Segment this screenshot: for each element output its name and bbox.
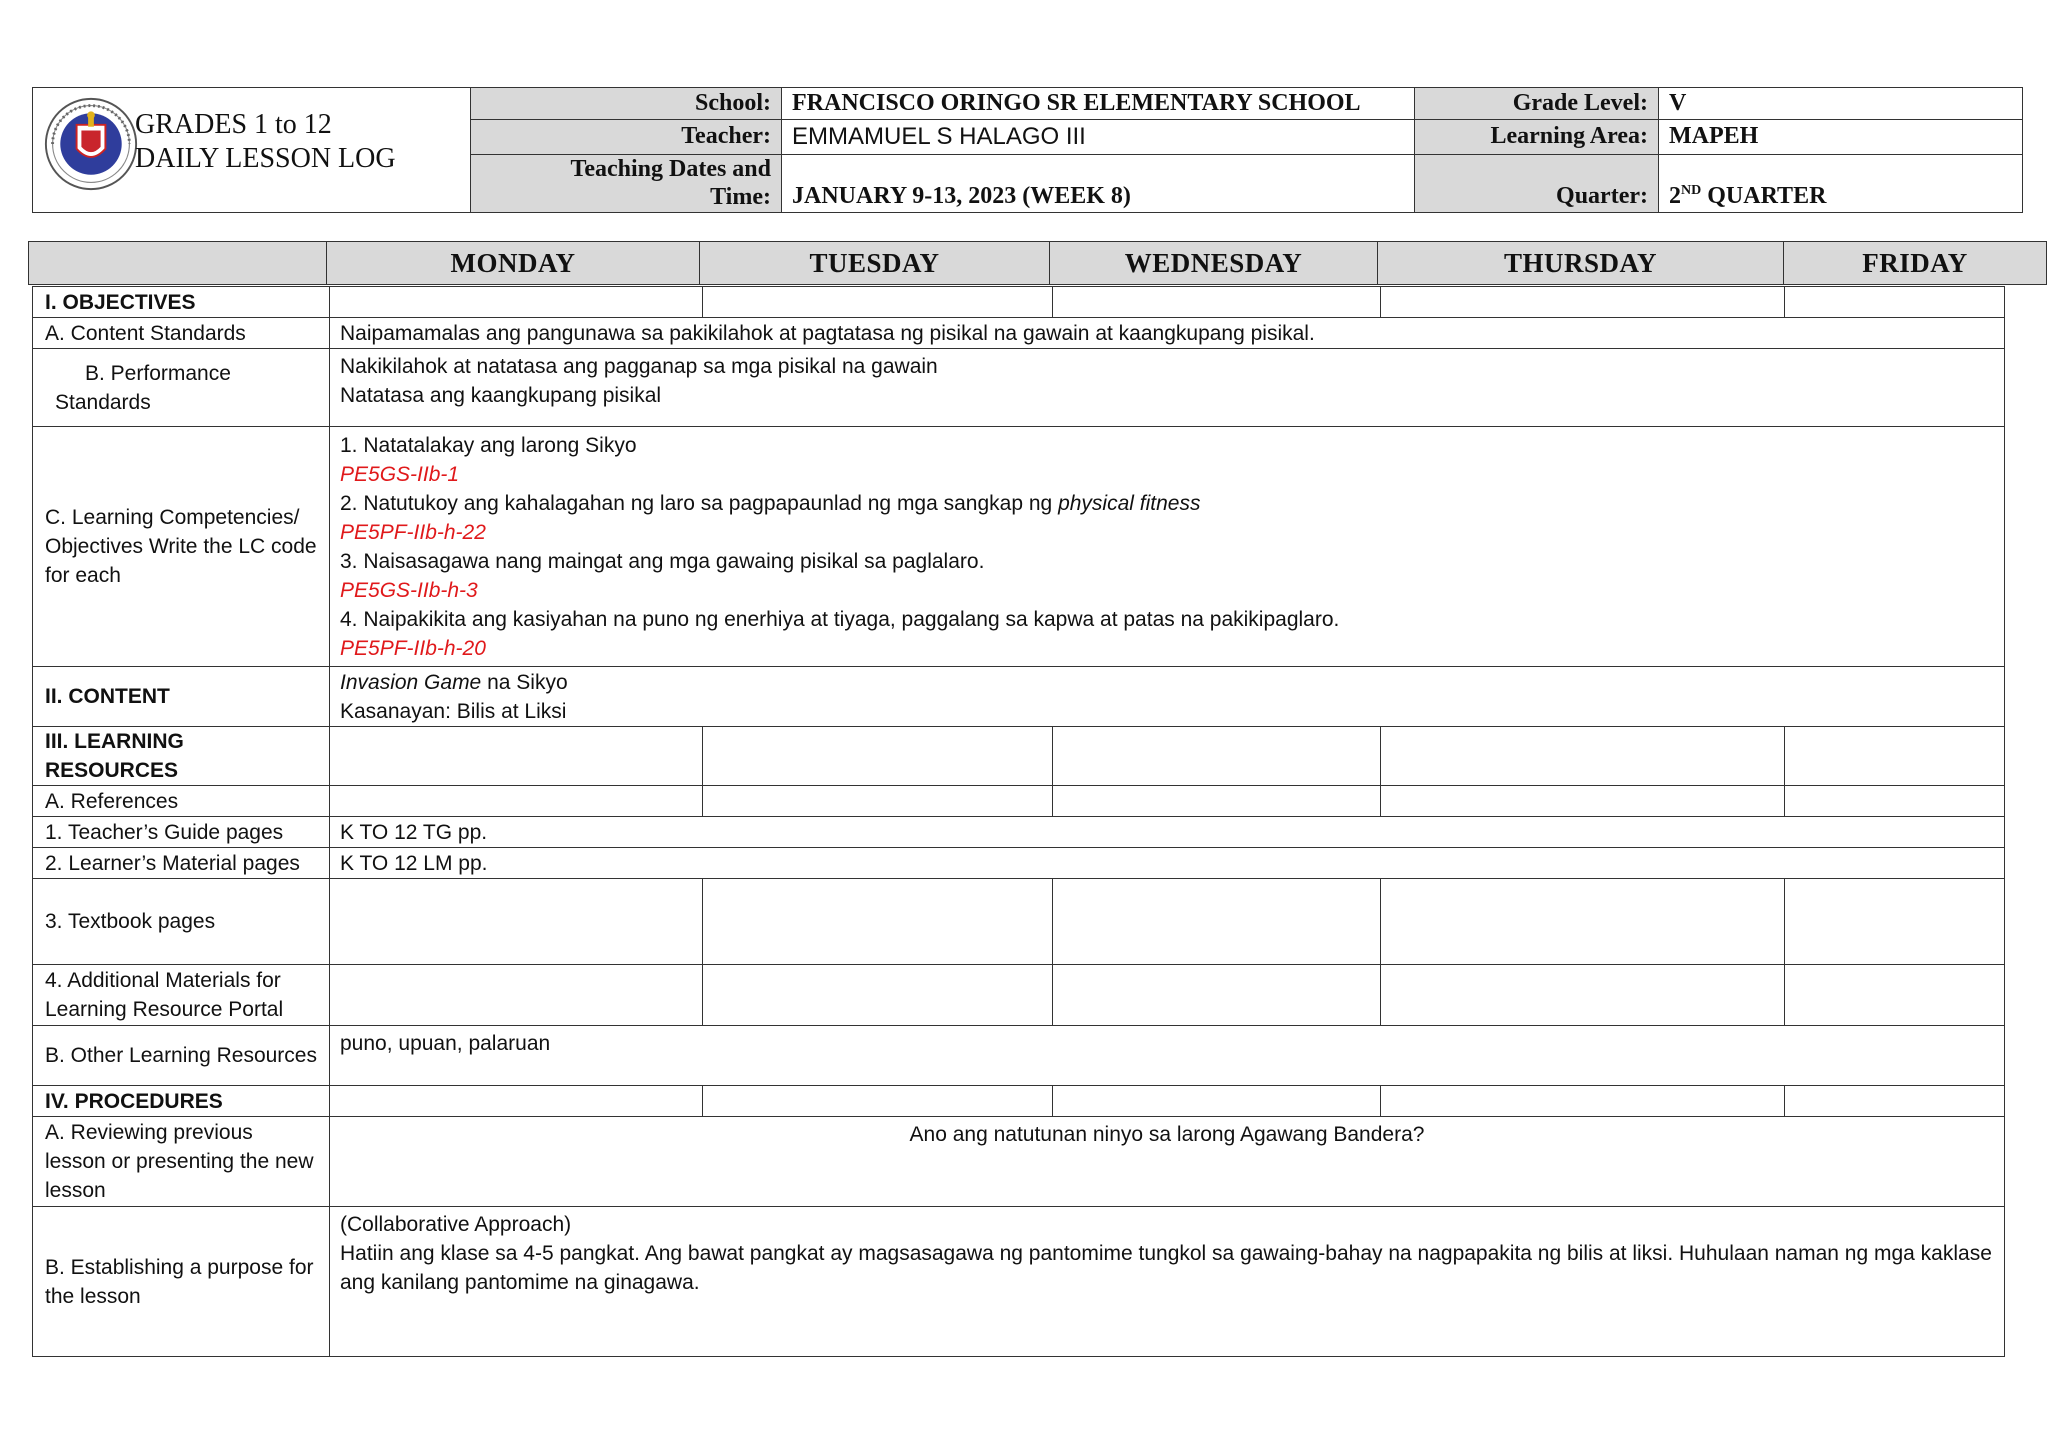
header-logo-cell	[33, 88, 471, 213]
lc-code: PE5PF-IIb-h-20	[340, 636, 486, 660]
table-row	[33, 879, 2005, 965]
table-row	[33, 1086, 2005, 1117]
lc-item: 2. Natutukoy ang kahalagahan ng laro sa pagpapaunlad ng mga sangkap ng physical fitness	[340, 491, 1201, 515]
content-standards-value: Naipamamalas ang pangunawa sa pakikilahok at pagtatasa ng pisikal na gawain at kaangkupang pisikal.	[330, 318, 2005, 349]
lc-item: 3. Naisasagawa nang maingat ang mga gawaing pisikal sa paglalaro.	[340, 549, 985, 573]
table-row	[33, 427, 2005, 667]
table-row	[33, 1026, 2005, 1086]
table-row	[33, 786, 2005, 817]
teacher-value: EMMAMUEL S HALAGO III	[782, 120, 1415, 154]
day-header-table	[28, 241, 2047, 285]
learning-competencies-label: C. Learning Competencies/ Objectives Write the LC code for each	[33, 427, 330, 667]
lc-item: 1. Natatalakay ang larong Sikyo	[340, 433, 637, 457]
lc-code: PE5GS-IIb-1	[340, 462, 460, 486]
day-monday: MONDAY	[327, 242, 700, 285]
content-standards-label: A. Content Standards	[33, 318, 330, 349]
day-wednesday: WEDNESDAY	[1050, 242, 1378, 285]
performance-standards-value: Nakikilahok at natatasa ang pagganap sa mga pisikal na gawain Natatasa ang kaangkupang pisikal	[330, 349, 2005, 427]
table-row	[33, 965, 2005, 1026]
doc-title-line1: GRADES 1 to 12	[135, 109, 332, 140]
header-table	[32, 87, 2023, 213]
textbook-pages-label: 3. Textbook pages	[33, 879, 330, 965]
day-thursday: THURSDAY	[1378, 242, 1784, 285]
day-tuesday: TUESDAY	[700, 242, 1050, 285]
reviewing-lesson-value: Ano ang natutunan ninyo sa larong Agawang Bandera?	[330, 1117, 2005, 1207]
purpose-value: (Collaborative Approach) Hatiin ang klase sa 4-5 pangkat. Ang bawat pangkat ay magsasagawa ng pantomime tungkol sa gawaing-bahay na nagpapakita ng bilis at liksi. Huhulaan naman ng mga kaklase ang kanilang pantomime na ginagawa.	[330, 1207, 2005, 1357]
quarter-label: Quarter:	[1415, 154, 1659, 212]
learners-material-value: K TO 12 LM pp.	[330, 848, 2005, 879]
other-resources-value: puno, upuan, palaruan	[330, 1026, 2005, 1086]
lc-code: PE5GS-IIb-h-3	[340, 578, 478, 602]
teachers-guide-label: 1. Teacher’s Guide pages	[33, 817, 330, 848]
learning-competencies-value	[330, 427, 2005, 667]
deped-seal-icon	[43, 96, 139, 192]
table-row	[33, 349, 2005, 427]
grade-level-label: Grade Level:	[1415, 88, 1659, 120]
day-friday: FRIDAY	[1784, 242, 2047, 285]
reviewing-lesson-label: A. Reviewing previous lesson or presenting the new lesson	[33, 1117, 330, 1207]
references-label: A. References	[33, 786, 330, 817]
teacher-label: Teacher:	[471, 120, 782, 154]
purpose-label: B. Establishing a purpose for the lesson	[33, 1207, 330, 1357]
learning-area-label: Learning Area:	[1415, 120, 1659, 154]
teaching-dates-value: JANUARY 9-13, 2023 (WEEK 8)	[782, 154, 1415, 212]
lc-code: PE5PF-IIb-h-22	[340, 520, 486, 544]
table-row	[33, 287, 2005, 318]
quarter-value: 2ND QUARTER	[1659, 154, 2023, 212]
day-header-blank	[29, 242, 327, 285]
learning-area-value: MAPEH	[1659, 120, 2023, 154]
table-row	[33, 1207, 2005, 1357]
teaching-dates-label: Teaching Dates and Time:	[471, 154, 782, 212]
lc-item: 4. Naipakikita ang kasiyahan na puno ng enerhiya at tiyaga, paggalang sa kapwa at patas na pakikipaglaro.	[340, 607, 1340, 631]
learners-material-label: 2. Learner’s Material pages	[33, 848, 330, 879]
grade-level-value: V	[1659, 88, 2023, 120]
objectives-heading: I. OBJECTIVES	[33, 287, 330, 318]
other-resources-label: B. Other Learning Resources	[33, 1026, 330, 1086]
table-row	[33, 667, 2005, 727]
learning-resources-heading: III. LEARNING RESOURCES	[33, 727, 330, 786]
doc-title-line2: DAILY LESSON LOG	[135, 143, 396, 174]
table-row	[33, 1117, 2005, 1207]
additional-materials-label: 4. Additional Materials for Learning Resource Portal	[33, 965, 330, 1026]
procedures-heading: IV. PROCEDURES	[33, 1086, 330, 1117]
content-value: Invasion Game na Sikyo Kasanayan: Bilis at Liksi	[330, 667, 2005, 727]
teachers-guide-value: K TO 12 TG pp.	[330, 817, 2005, 848]
table-row	[33, 727, 2005, 786]
lesson-log-table	[32, 286, 2005, 1357]
school-value: FRANCISCO ORINGO SR ELEMENTARY SCHOOL	[782, 88, 1415, 120]
table-row	[33, 817, 2005, 848]
table-row	[33, 318, 2005, 349]
school-label: School:	[471, 88, 782, 120]
performance-standards-label: B. Performance Standards	[33, 349, 330, 427]
table-row	[33, 848, 2005, 879]
content-heading: II. CONTENT	[33, 667, 330, 727]
